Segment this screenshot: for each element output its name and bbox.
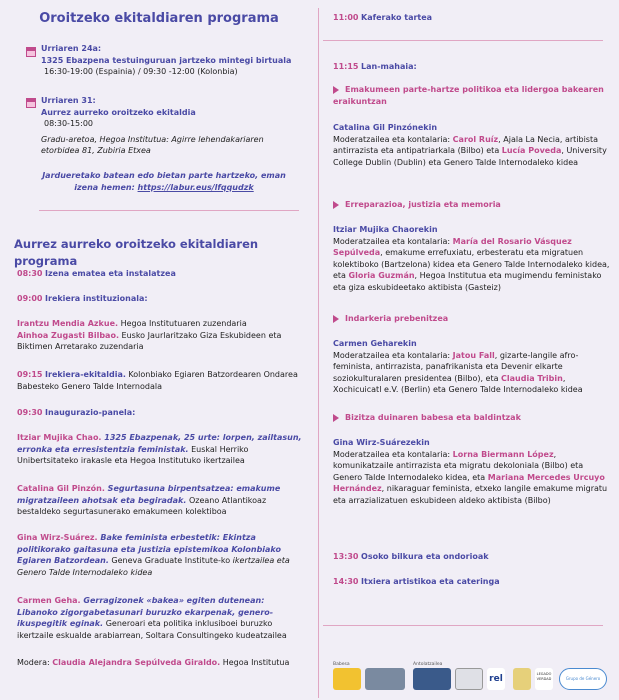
item-label: Irekiera-ekitaldia. <box>45 370 126 379</box>
item-time: 13:30 <box>333 552 359 561</box>
topic-1 <box>333 84 613 107</box>
arrow-icon <box>333 414 339 422</box>
item-time: 11:00 <box>333 13 359 22</box>
speakers-block <box>17 318 302 353</box>
arrow-icon <box>333 315 339 323</box>
topic-1-body <box>333 122 613 168</box>
participant-role: , gizarte-langile afro-feminista, antirrazista, panafrikanista eta Devenir elkarte soziokulturalaren presidentea (Bilbo), eta <box>333 350 579 383</box>
moderator <box>17 657 312 669</box>
participant-role: , emakume errefuxiatu, erbesteratu eta migratuen kolektiboko (Bartzelona) kidea eta Genero Talde Internodaleko kidea, eta <box>333 248 610 281</box>
divider <box>323 625 603 626</box>
topic-speaker: Itziar Mujika Chaorekin <box>333 225 438 234</box>
registration-text: Jardueretako batean edo bietan parte hartzeko, eman izena hemen: <box>42 171 286 192</box>
participant-name: Lucía Poveda <box>501 146 562 156</box>
verdad-logo: LEGADO VERDAD <box>535 668 553 690</box>
program-item <box>333 61 613 73</box>
arrow-icon <box>333 201 339 209</box>
registration-link[interactable]: https://labur.eus/lfqqudzk <box>137 182 254 192</box>
event-2 <box>41 95 306 157</box>
divider <box>323 40 603 41</box>
item-label: Inaugurazio-panela: <box>45 408 136 417</box>
sponsor-logo <box>333 668 361 690</box>
program-item <box>17 407 302 419</box>
event-date: Urriaren 24a: <box>41 44 102 53</box>
speaker-role-italic: ikertzailea eta Genero Talde Internodaleko kidea <box>17 556 290 577</box>
speaker-2 <box>17 483 302 518</box>
topic-pre: Moderatzailea eta kontalaria: <box>333 350 453 360</box>
page-title: Oroitzeko ekitaldiaren programa <box>39 11 279 26</box>
item-time: 11:15 <box>333 62 359 71</box>
item-label: Kaferako tartea <box>361 13 433 22</box>
participant-name: Gloria Guzmán <box>348 271 415 281</box>
program-item <box>333 576 613 588</box>
speaker-role: Generoari eta politika inklusiboei buruzko ikertzaile eskualde arabiarrean, Soltara Consultingeko kudeatzailea <box>17 619 287 640</box>
speaker-name: Catalina Gil Pinzón. <box>17 484 105 493</box>
speaker-role: Geneva Graduate Institute-ko <box>108 556 233 566</box>
moderator-label: Modera: <box>17 658 53 667</box>
topic-pre: Moderatzailea eta kontalaria: <box>333 449 453 459</box>
calendar-icon <box>26 47 36 57</box>
topic-title: Indarkeria prebenitzea <box>345 314 449 323</box>
speaker-role: Eusko Jaurlaritzako Giza Eskubideen eta Biktimen Arretarako zuzendaria <box>17 330 282 352</box>
arrow-icon <box>333 86 339 94</box>
item-time: 09:00 <box>17 294 43 303</box>
topic-pre: Moderatzailea eta kontalaria: <box>333 236 453 246</box>
talk-title: Bake feminista erbestetik: Ekintza politikorako gaitasuna eta justizia epistemikoa Kolonbiako Egiaren Batzordean. <box>17 533 281 566</box>
speaker-4 <box>17 595 302 641</box>
organizer-logo <box>413 668 451 690</box>
participant-name: Claudia Tribin <box>501 373 563 383</box>
topic-title: Bizitza duinaren babesa eta baldintzak <box>345 413 521 422</box>
participant-name: Lorna Biermann López <box>452 449 554 459</box>
topic-title: Erreparazioa, justizia eta memoria <box>345 200 501 209</box>
event-place: Gradu-aretoa, Hegoa Institutua: Agirre lehendakariaren etorbidea 81, Zubiria Etxea <box>41 134 264 156</box>
topic-title: Emakumeen parte-hartze politikoa eta lidergoa bakearen eraikuntzan <box>333 85 604 106</box>
program-item <box>17 369 302 392</box>
participant-role: , Xochicuicatl e.V. (Berlin) eta Genero Talde Internodaleko kidea <box>333 373 583 395</box>
item-label: Izena ematea eta instalatzea <box>45 269 176 278</box>
participant-name: Jatou Fall <box>452 350 495 360</box>
speaker-role: Euskal Herriko Unibertsitateko irakasle eta Hegoa Institutuko ikertzailea <box>17 444 249 466</box>
topic-3-body <box>333 338 613 396</box>
sponsor-logo <box>365 668 405 690</box>
logo-strip <box>333 662 613 698</box>
organizer-logo <box>513 668 531 690</box>
talk-title: Gerragizonek «bakea» egiten dutenean: Libanoko zigorgabetasunari buruzko ekarpenak, genero-ikuspegitik eginak. <box>17 596 274 629</box>
participant-name: Carol Ruíz <box>452 134 499 144</box>
item-time: 09:30 <box>17 408 43 417</box>
participant-role: , University College Dublin (Dublin) eta Genero Talde Internodaleko kidea <box>333 146 607 167</box>
item-label: Lan-mahaia: <box>361 62 417 71</box>
speaker-name: Itziar Mujika Chao. <box>17 433 102 442</box>
speaker-3 <box>17 532 302 578</box>
divider <box>39 210 299 211</box>
topic-4-body <box>333 437 613 507</box>
program-item <box>333 12 613 24</box>
item-label: Osoko bilkura eta ondorioak <box>361 552 489 561</box>
topic-speaker: Catalina Gil Pinzónekin <box>333 123 438 132</box>
moderator-name: Claudia Alejandra Sepúlveda Giraldo. <box>52 658 221 667</box>
rel-logo: rel <box>487 668 505 690</box>
event-time: 08:30-15:00 <box>44 119 93 129</box>
participant-role: , komunikatzaile antirrazista eta migratu dekoloniala (Bilbo) eta Genero Talde Internodaleko kidea, eta <box>333 449 584 482</box>
event-date: Urriaren 31: <box>41 96 96 105</box>
event-1 <box>41 43 306 78</box>
item-time: 14:30 <box>333 577 359 586</box>
speaker-role: Hegoa Institutuaren zuzendaria <box>118 319 247 328</box>
moderator-role: Hegoa Institutua <box>220 658 290 667</box>
participant-name: Mariana Mercedes Urcuyo Hernández <box>333 472 605 494</box>
item-text: Kolonbiako Egiaren Batzordearen Ondarea Babesteko Genero Talde Internodala <box>17 370 298 391</box>
calendar-icon <box>26 98 36 108</box>
organizer-label: Antolatzailea <box>413 662 443 667</box>
column-divider <box>318 8 319 698</box>
talk-title: 1325 Ebazpenak, 25 urte: lorpen, zailtasun, erronka eta erresistentzia feministak. <box>17 433 302 454</box>
speaker-name: Carmen Geha. <box>17 596 81 605</box>
talk-title: Segurtasuna birpentsatzea: emakume migratzaileen ahotsak eta begiradak. <box>17 484 281 505</box>
event-time: 16:30-19:00 (Espainia) / 09:30 -12:00 (Kolonbia) <box>44 67 238 77</box>
participant-role: , Ajala La Necia, artibista antirrazista eta antipatriarkala (Bilbo) eta <box>333 134 598 156</box>
topic-2 <box>333 199 613 211</box>
topic-4 <box>333 412 613 424</box>
speaker-role: Ozeano Atlantikoaz bestaldeko segurtasunerako emakumeen kolektiboa <box>17 495 267 517</box>
program-title: Aurrez aurreko oroitzeko ekitaldiaren programa <box>14 237 259 268</box>
topic-speaker: Gina Wirz-Suárezekin <box>333 438 430 447</box>
event-title: 1325 Ebazpena testuinguruan jartzeko mintegi birtuala <box>41 55 292 65</box>
speaker-name: Gina Wirz-Suárez. <box>17 533 98 542</box>
program-item <box>17 293 302 305</box>
participant-role: , nikaraguar feminista, etxeko langile emakume migratu eta arrazializatuen eskubideen aldeko aktibista (Bilbo) <box>333 484 608 505</box>
topic-2-body <box>333 224 613 294</box>
item-time: 09:15 <box>17 370 43 379</box>
participant-name: María del Rosario Vásquez Sepúlveda <box>333 236 572 258</box>
program-item <box>17 268 302 280</box>
topic-speaker: Carmen Geharekin <box>333 339 417 348</box>
speaker-name: Ainhoa Zugasti Bilbao. <box>17 330 119 340</box>
organizer-logo <box>455 668 483 690</box>
topic-pre: Moderatzailea eta kontalaria: <box>333 134 453 144</box>
item-time: 08:30 <box>17 269 43 278</box>
program-item <box>333 551 613 563</box>
event-title: Aurrez aurreko oroitzeko ekitaldia <box>41 107 196 117</box>
gender-group-logo: Grupo de Género <box>559 668 607 690</box>
speaker-name: Irantzu Mendia Azkue. <box>17 319 119 328</box>
speaker-1 <box>17 432 302 467</box>
item-label: Irekiera instituzionala: <box>45 294 148 303</box>
sponsor-label: Babesa <box>333 662 350 667</box>
topic-3 <box>333 313 613 325</box>
item-label: Itxiera artistikoa eta cateringa <box>361 577 500 586</box>
registration-note <box>29 170 299 193</box>
participant-role: , Hegoa Institutua eta mugimendu feministako eta giza eskubideetako aktibista (Gasteiz) <box>333 271 602 292</box>
